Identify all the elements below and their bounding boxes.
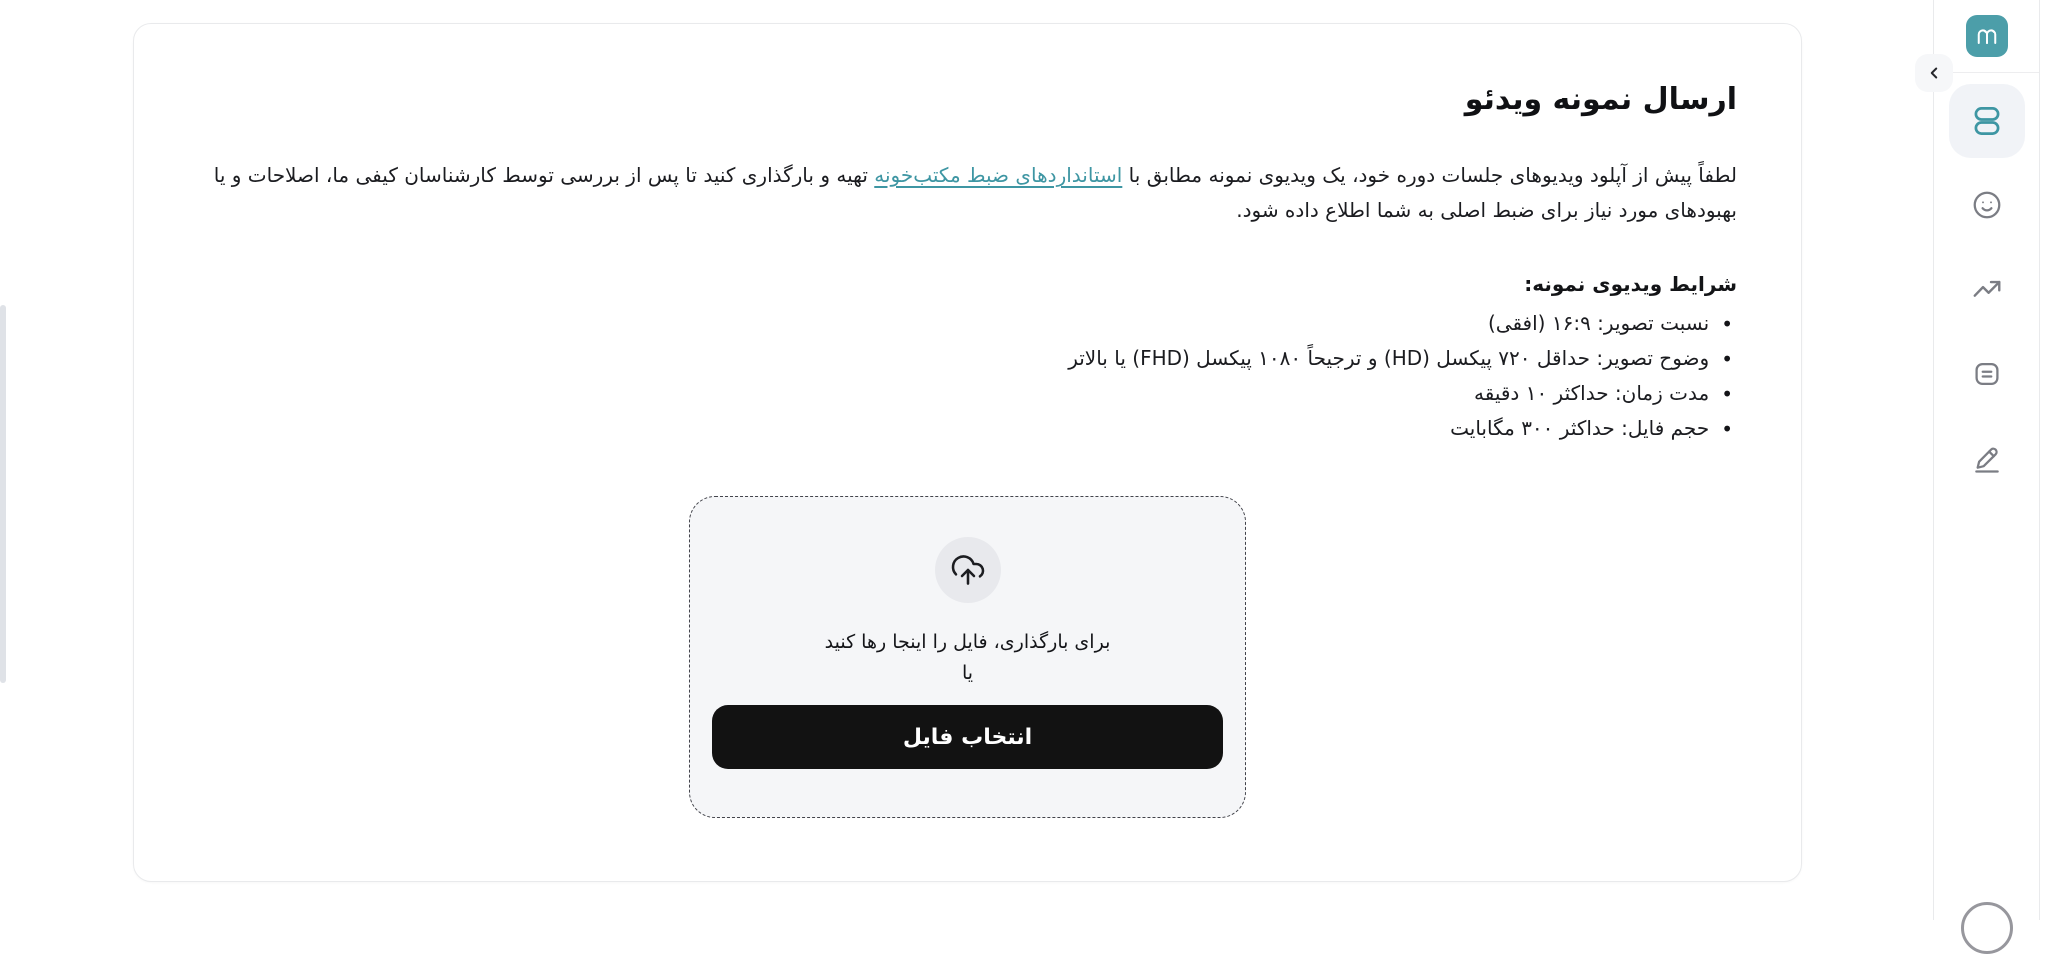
list-item: • نسبت تصویر: ۱۶:۹ (افقی) [198, 306, 1733, 341]
page-title: ارسال نمونه ویدئو [1464, 82, 1737, 117]
list-item: • وضوح تصویر: حداقل ۷۲۰ پیکسل (HD) و ترجیحاً ۱۰۸۰ پیکسل (FHD) یا بالاتر [198, 341, 1733, 376]
app-logo[interactable] [1966, 15, 2008, 57]
intro-text-after: تهیه و بارگذاری کنید تا پس از بررسی توسط کارشناسان کیفی ما، اصلاحات و یا بهبودهای مورد نیاز برای ضبط اصلی به شما اطلاع داده شود. [213, 163, 1737, 222]
pencil-line-icon [1971, 443, 2003, 475]
upload-circle [935, 537, 1001, 603]
drop-here-text: برای بارگذاری، فایل را اینجا رها کنید [824, 631, 1111, 653]
collapse-sidebar-button[interactable] [1915, 54, 1953, 92]
list-item: • حجم فایل: حداکثر ۳۰۰ مگابایت [198, 411, 1733, 446]
intro-paragraph [198, 158, 1737, 228]
requirements-heading: شرایط ویدیوی نمونه: [1524, 272, 1737, 296]
sidebar [1933, 0, 2040, 920]
upload-sample-card [133, 23, 1802, 882]
sidebar-nav [1934, 73, 2039, 483]
sidebar-item-rows[interactable] [1949, 84, 2025, 158]
list-item: • مدت زمان: حداکثر ۱۰ دقیقه [198, 376, 1733, 411]
recording-standards-link[interactable]: استانداردهای ضبط مکتب‌خونه [874, 163, 1123, 187]
note-card-icon [1971, 358, 2003, 390]
page-scrollbar-thumb[interactable] [0, 305, 6, 683]
requirements-list [198, 306, 1737, 446]
file-dropzone[interactable] [689, 496, 1246, 818]
sidebar-item-pencil[interactable] [1963, 435, 2011, 483]
stacked-rows-icon [1969, 103, 2005, 139]
smiley-face-icon [1971, 189, 2003, 221]
or-text: یا [961, 662, 974, 684]
trending-up-icon [1971, 273, 2003, 305]
chevron-left-icon [1925, 64, 1943, 82]
cloud-upload-icon [950, 552, 986, 588]
intro-text-before: لطفاً پیش از آپلود ویدیوهای جلسات دوره خود، یک ویدیوی نمونه مطابق با [1122, 163, 1737, 187]
chat-circle-icon[interactable] [1961, 902, 2013, 954]
sidebar-item-smiley[interactable] [1963, 181, 2011, 229]
choose-file-button[interactable]: انتخاب فایل [712, 705, 1223, 769]
open-book-logo-icon [1972, 21, 2002, 51]
sidebar-item-notes[interactable] [1963, 350, 2011, 398]
sidebar-item-trending[interactable] [1963, 265, 2011, 313]
